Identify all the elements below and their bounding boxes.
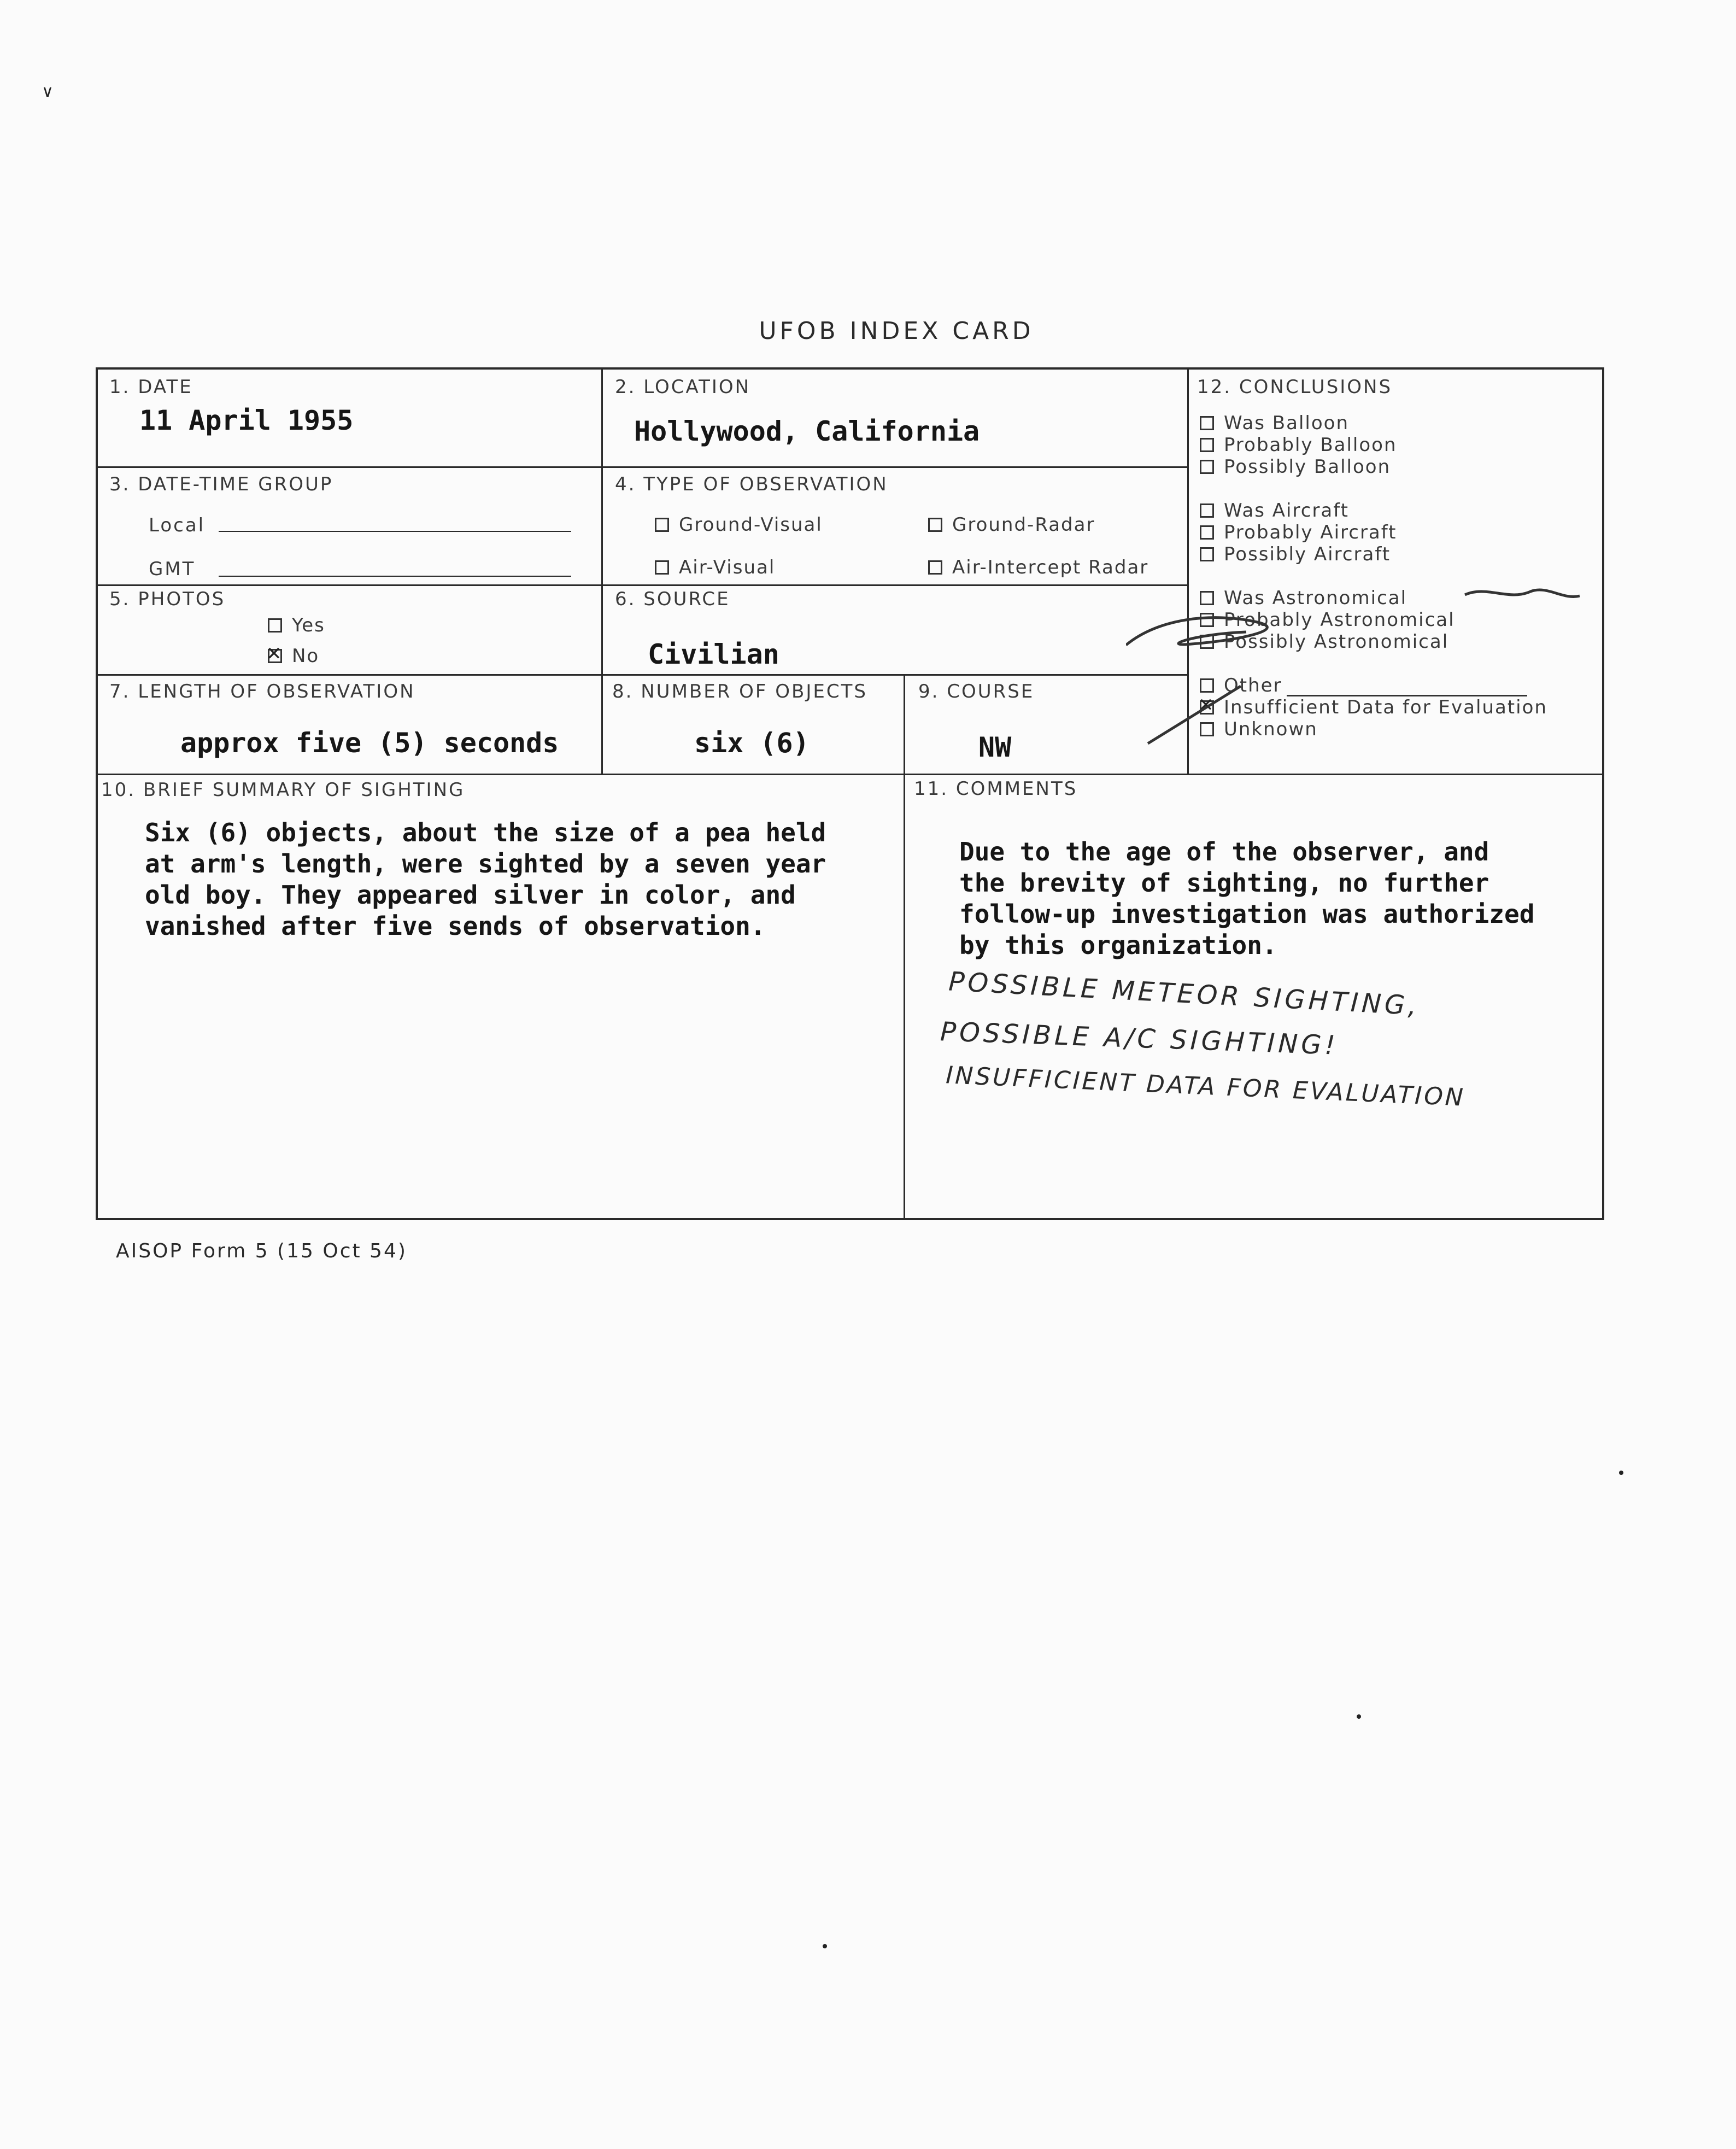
option-label: Probably Aircraft bbox=[1224, 522, 1397, 543]
option-label: Yes bbox=[292, 614, 325, 636]
conclusions-label: 12. CONCLUSIONS bbox=[1197, 376, 1393, 398]
divider bbox=[97, 674, 1187, 676]
form-footer: AISOP Form 5 (15 Oct 54) bbox=[116, 1240, 407, 1262]
option-label: Air-Visual bbox=[679, 557, 776, 578]
checkbox-checked-icon bbox=[268, 649, 282, 663]
local-label: Local bbox=[149, 514, 206, 536]
checkbox-icon bbox=[1200, 460, 1214, 474]
gmt-label: GMT bbox=[149, 558, 196, 580]
summary-line: at arm's length, were sighted by a seven year bbox=[145, 849, 826, 879]
scan-mark: ∨ bbox=[42, 82, 54, 101]
option-label: Probably Balloon bbox=[1224, 434, 1397, 456]
conclusion-possibly-balloon[interactable] bbox=[1200, 456, 1604, 478]
summary-text bbox=[145, 817, 826, 942]
divider bbox=[601, 368, 603, 774]
checkbox-icon bbox=[928, 560, 942, 575]
air-visual-option[interactable] bbox=[655, 557, 775, 578]
scribble-stroke bbox=[1126, 618, 1267, 645]
option-label: Ground-Radar bbox=[952, 514, 1095, 536]
photos-label: 5. PHOTOS bbox=[109, 588, 226, 610]
option-label: Unknown bbox=[1224, 718, 1318, 740]
checkbox-icon bbox=[1200, 503, 1214, 518]
number-of-objects-label: 8. NUMBER OF OBJECTS bbox=[612, 681, 867, 702]
length-of-observation-value: approx five (5) seconds bbox=[180, 727, 559, 759]
comments-text bbox=[959, 836, 1534, 961]
comment-line: by this organization. bbox=[959, 930, 1277, 960]
divider bbox=[97, 584, 1187, 586]
checkbox-icon bbox=[655, 560, 669, 575]
option-label: Insufficient Data for Evaluation bbox=[1224, 696, 1547, 718]
checkbox-icon bbox=[655, 518, 669, 532]
scribble-marks bbox=[1126, 579, 1596, 754]
scan-speck bbox=[1357, 1714, 1361, 1719]
option-label: Was Balloon bbox=[1224, 412, 1350, 434]
date-time-group-label: 3. DATE-TIME GROUP bbox=[109, 473, 333, 495]
scan-speck bbox=[1619, 1471, 1623, 1475]
divider bbox=[97, 774, 1603, 775]
type-of-observation-label: 4. TYPE OF OBSERVATION bbox=[615, 473, 888, 495]
conclusion-was-balloon[interactable] bbox=[1200, 412, 1604, 434]
number-of-objects-value: six (6) bbox=[694, 727, 810, 759]
scribble-stroke bbox=[1465, 590, 1580, 596]
summary-line: old boy. They appeared silver in color, and bbox=[145, 880, 796, 910]
handwritten-note: INSUFFICIENT DATA FOR EVALUATION bbox=[945, 1061, 1466, 1112]
course-label: 9. COURSE bbox=[918, 681, 1035, 702]
local-field[interactable] bbox=[219, 531, 571, 532]
handwritten-note: POSSIBLE METEOR SIGHTING, bbox=[948, 966, 1421, 1022]
scan-speck bbox=[823, 1944, 827, 1948]
conclusion-probably-aircraft[interactable] bbox=[1200, 522, 1604, 543]
gmt-field[interactable] bbox=[219, 576, 571, 577]
comment-line: Due to the age of the observer, and bbox=[959, 837, 1489, 866]
option-label: Possibly Astronomical bbox=[1224, 631, 1449, 653]
checkbox-icon bbox=[1200, 547, 1214, 561]
option-label: Was Aircraft bbox=[1224, 500, 1349, 522]
date-label: 1. DATE bbox=[109, 376, 193, 398]
spacer bbox=[1200, 478, 1604, 500]
option-label: No bbox=[292, 645, 320, 667]
course-value: NW bbox=[978, 731, 1012, 763]
divider bbox=[904, 674, 905, 1219]
conclusion-probably-balloon[interactable] bbox=[1200, 434, 1604, 456]
photos-no-option[interactable] bbox=[268, 645, 319, 667]
checkbox-icon bbox=[1200, 438, 1214, 452]
checkbox-icon bbox=[268, 618, 282, 633]
comment-line: the brevity of sighting, no further bbox=[959, 868, 1489, 898]
comments-label: 11. COMMENTS bbox=[914, 778, 1078, 800]
comment-line: follow-up investigation was authorized bbox=[959, 899, 1535, 929]
air-intercept-radar-option[interactable] bbox=[928, 557, 1148, 578]
length-of-observation-label: 7. LENGTH OF OBSERVATION bbox=[109, 681, 415, 702]
location-label: 2. LOCATION bbox=[615, 376, 751, 398]
summary-line: vanished after five sends of observation. bbox=[145, 911, 766, 941]
summary-label: 10. BRIEF SUMMARY OF SIGHTING bbox=[101, 779, 465, 801]
divider bbox=[97, 466, 1187, 468]
ground-radar-option[interactable] bbox=[928, 514, 1095, 536]
option-label: Other bbox=[1224, 675, 1282, 696]
option-label: Possibly Aircraft bbox=[1224, 543, 1391, 565]
conclusion-possibly-aircraft[interactable] bbox=[1200, 543, 1604, 565]
option-label: Ground-Visual bbox=[679, 514, 823, 536]
conclusion-was-aircraft[interactable] bbox=[1200, 500, 1604, 522]
source-label: 6. SOURCE bbox=[615, 588, 730, 610]
card-title: UFOB INDEX CARD bbox=[759, 317, 1034, 345]
date-value: 11 April 1955 bbox=[139, 405, 354, 436]
option-label: Air-Intercept Radar bbox=[952, 557, 1149, 578]
location-value: Hollywood, California bbox=[634, 415, 980, 447]
option-label: Possibly Balloon bbox=[1224, 456, 1391, 478]
summary-line: Six (6) objects, about the size of a pea held bbox=[145, 818, 826, 847]
handwritten-note: POSSIBLE A/C SIGHTING! bbox=[940, 1016, 1339, 1061]
checkbox-icon bbox=[1200, 416, 1214, 430]
ground-visual-option[interactable] bbox=[655, 514, 823, 536]
source-value: Civilian bbox=[648, 639, 779, 670]
option-label: Was Astronomical bbox=[1224, 587, 1407, 609]
option-label: Probably Astronomical bbox=[1224, 609, 1455, 631]
checkbox-icon bbox=[1200, 525, 1214, 540]
photos-yes-option[interactable] bbox=[268, 614, 325, 636]
checkbox-icon bbox=[928, 518, 942, 532]
scribble-stroke bbox=[1148, 686, 1241, 743]
